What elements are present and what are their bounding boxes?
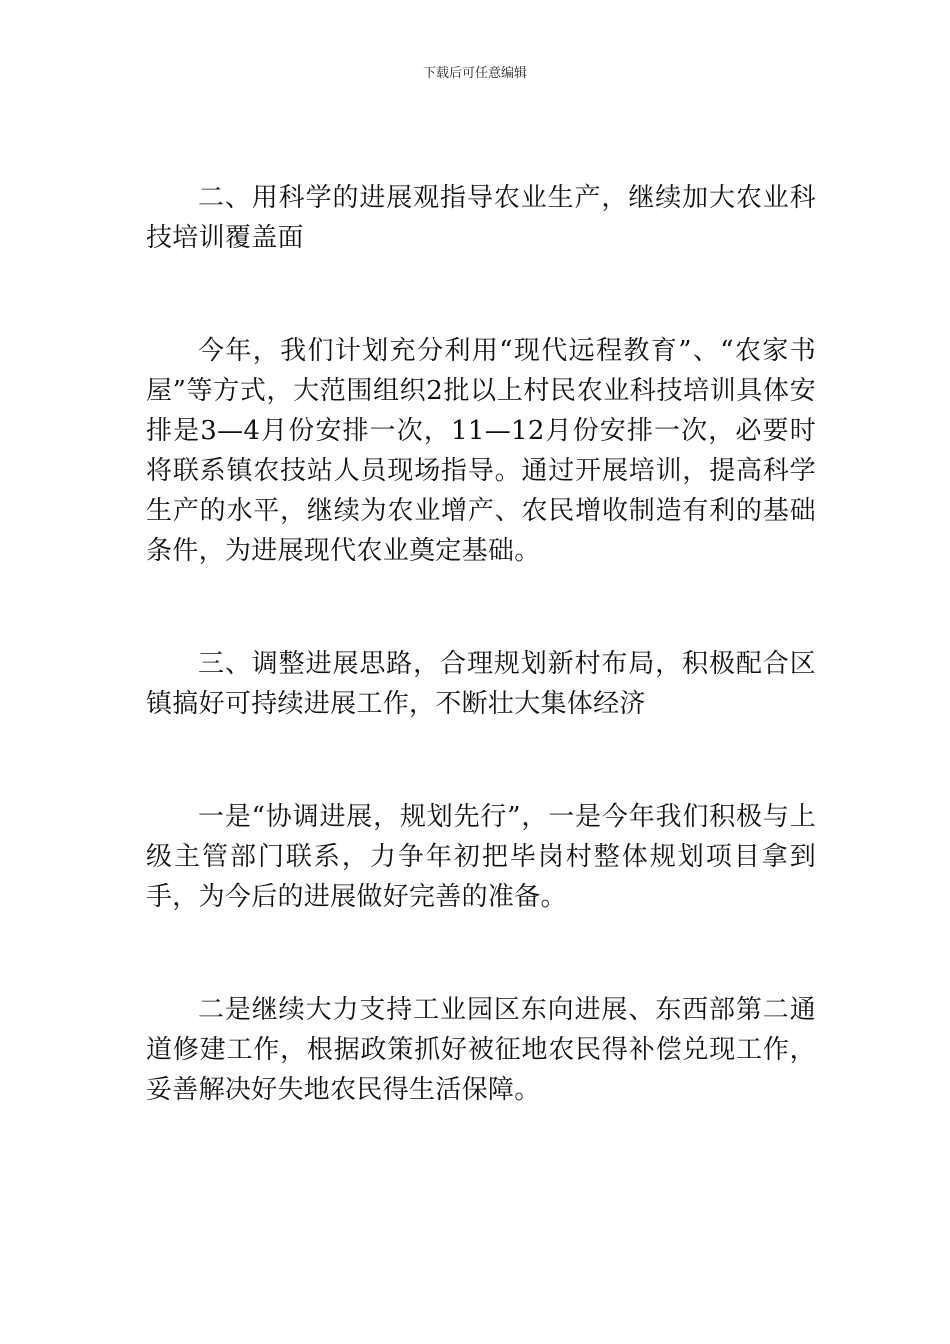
section-heading-3: 三、调整进展思路，合理规划新村布局，积极配合区镇搞好可持续进展工作，不断壮大集体经济 <box>146 649 816 719</box>
paragraph-gap <box>146 258 816 331</box>
document-body <box>146 178 816 1110</box>
page-header-note: 下载后可任意编辑 <box>422 66 527 81</box>
paragraph-gap <box>146 571 816 644</box>
paragraph-planning-first: 一是“协调进展，规划先行”，一是今年我们积极与上级主管部门联系，力争年初把毕岗村整体规划项目拿到手，为今后的进展做好完善的准备。 <box>146 802 816 912</box>
section-heading-2: 二、用科学的进展观指导农业生产，继续加大农业科技培训覆盖面 <box>146 183 816 253</box>
paragraph-training-plan: 今年，我们计划充分利用“现代远程教育”、“农家书屋”等方式，大范围组织2批以上村民农业科技培训具体安排是3—4月份安排一次，11—12月份安排一次，必要时将联系镇农技站人员现场指导。通过开展培训，提高科学生产的水平，继续为农业增产、农民增收制造有利的基础条件，为进展现代农业奠定基础。 <box>146 336 816 566</box>
paragraph-gap <box>146 917 816 990</box>
paragraph-gap <box>146 724 816 797</box>
paragraph-industrial-park: 二是继续大力支持工业园区东向进展、东西部第二通道修建工作，根据政策抓好被征地农民得补偿兑现工作，妥善解决好失地农民得生活保障。 <box>146 995 816 1105</box>
